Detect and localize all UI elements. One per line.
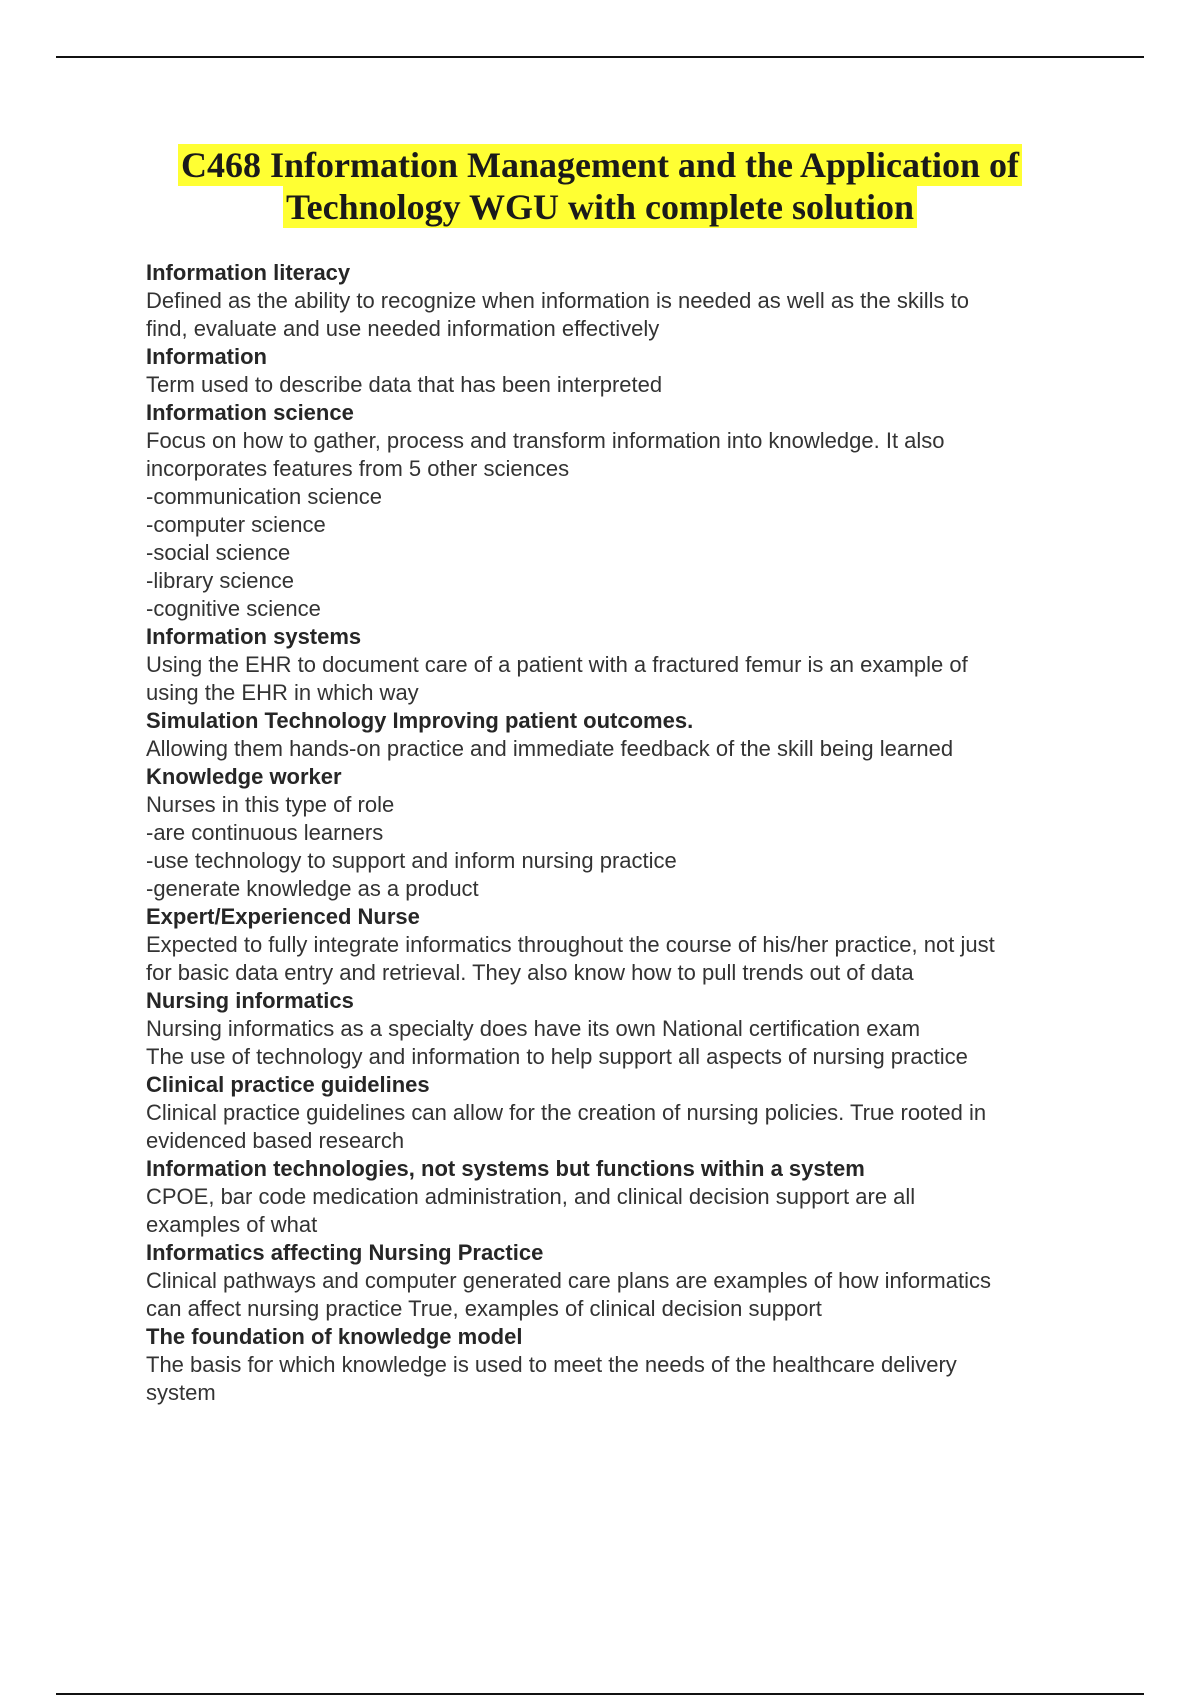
qa-entry [146, 259, 1096, 343]
entry-definition-line: for basic data entry and retrieval. They also know how to pull trends out of data [146, 960, 914, 985]
entry-term: Information systems [146, 624, 362, 649]
entry-definition-line: Defined as the ability to recognize when information is needed as well as the skills to [146, 288, 970, 313]
entry-definition-line: Expected to fully integrate informatics throughout the course of his/her practice, not just [146, 932, 995, 957]
entry-definition-line: -use technology to support and inform nursing practice [146, 848, 677, 873]
entry-definition-line: -communication science [146, 484, 382, 509]
entry-definition-line: evidenced based research [146, 1128, 405, 1153]
entry-definition-line: -social science [146, 540, 291, 565]
entry-term: Information literacy [146, 260, 351, 285]
entry-definition-line: Allowing them hands-on practice and immediate feedback of the skill being learned [146, 736, 954, 761]
entry-term: The foundation of knowledge model [146, 1324, 523, 1349]
entry-definition-line: -are continuous learners [146, 820, 384, 845]
entry-definition-line: Nursing informatics as a specialty does have its own National certification exam [146, 1016, 921, 1041]
qa-entry [146, 1323, 1096, 1407]
title-line-1: C468 Information Management and the Application of [178, 144, 1022, 186]
entry-definition-line: -library science [146, 568, 294, 593]
entry-definition-line: system [146, 1380, 216, 1405]
entry-definition-line: Clinical pathways and computer generated care plans are examples of how informatics [146, 1268, 991, 1293]
entry-term: Informatics affecting Nursing Practice [146, 1240, 544, 1265]
qa-entry [146, 903, 1096, 987]
entry-term: Nursing informatics [146, 988, 354, 1013]
title-line-2: Technology WGU with complete solution [283, 186, 917, 228]
qa-entry [146, 399, 1096, 623]
qa-entry [146, 1071, 1096, 1155]
entry-term: Information science [146, 400, 354, 425]
qa-entry [146, 623, 1096, 707]
top-rule [56, 56, 1144, 58]
qa-entry [146, 1155, 1096, 1239]
qa-entry [146, 343, 1096, 399]
entry-definition-line: The basis for which knowledge is used to meet the needs of the healthcare delivery [146, 1352, 957, 1377]
entry-term: Expert/Experienced Nurse [146, 904, 420, 929]
entry-definition-line: -cognitive science [146, 596, 321, 621]
entry-definition-line: -generate knowledge as a product [146, 876, 479, 901]
entry-definition-line: find, evaluate and use needed information effectively [146, 316, 660, 341]
entry-term: Simulation Technology Improving patient outcomes. [146, 708, 694, 733]
entry-term: Knowledge worker [146, 764, 342, 789]
entry-definition-line: using the EHR in which way [146, 680, 419, 705]
entry-definition-line: The use of technology and information to help support all aspects of nursing practice [146, 1044, 968, 1069]
document-body [146, 259, 1096, 1407]
entry-definition-line: examples of what [146, 1212, 318, 1237]
qa-entry [146, 987, 1096, 1071]
entry-definition-line: Nurses in this type of role [146, 792, 395, 817]
entry-term: Information [146, 344, 267, 369]
document-title [100, 144, 1100, 228]
entry-term: Clinical practice guidelines [146, 1072, 430, 1097]
entry-definition-line: Clinical practice guidelines can allow for the creation of nursing policies. True rooted in [146, 1100, 987, 1125]
qa-entry [146, 763, 1096, 903]
entry-definition-line: Using the EHR to document care of a patient with a fractured femur is an example of [146, 652, 968, 677]
bottom-rule [56, 1693, 1144, 1695]
entry-definition-line: can affect nursing practice True, examples of clinical decision support [146, 1296, 822, 1321]
entry-term: Information technologies, not systems but functions within a system [146, 1156, 865, 1181]
entry-definition-line: Term used to describe data that has been interpreted [146, 372, 663, 397]
entry-definition-line: -computer science [146, 512, 326, 537]
entry-definition-line: Focus on how to gather, process and transform information into knowledge. It also [146, 428, 945, 453]
qa-entry [146, 707, 1096, 763]
entry-definition-line: CPOE, bar code medication administration, and clinical decision support are all [146, 1184, 916, 1209]
entry-definition-line: incorporates features from 5 other sciences [146, 456, 570, 481]
qa-entry [146, 1239, 1096, 1323]
